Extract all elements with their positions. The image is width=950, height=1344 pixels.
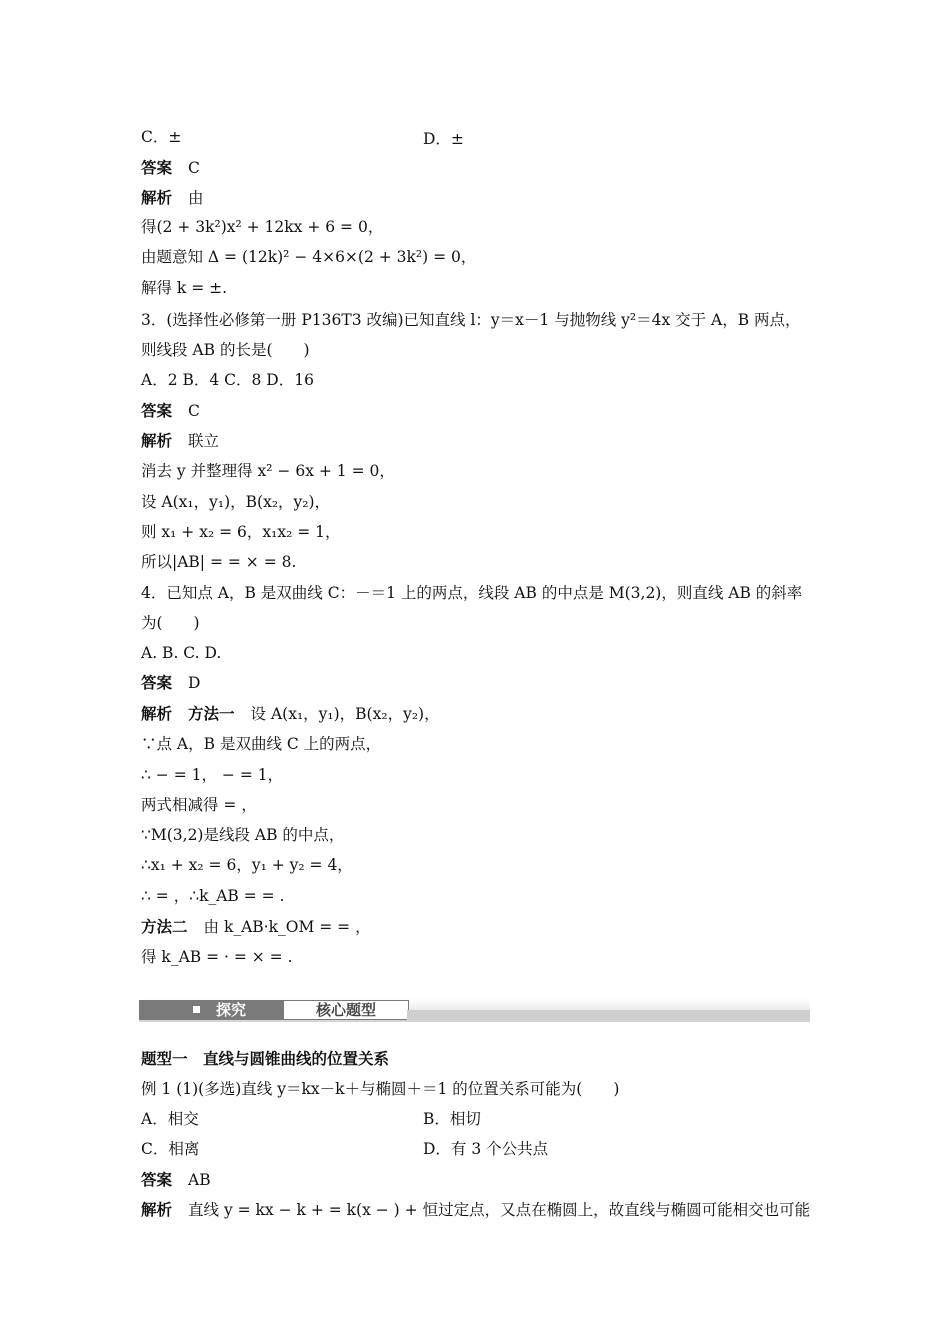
method2-text: 由 k_AB·k_OM = = ， <box>203 918 371 936</box>
q2-answer <box>141 158 200 178</box>
example-1: 例 1 (1)(多选)直线 y＝kx－k＋与椭圆＋＝1 的位置关系可能为( ) <box>141 1080 620 1098</box>
q3-analysis-line: 则 x₁ + x₂ = 6，x₁x₂ = 1， <box>141 523 341 541</box>
q4-method2-line: 得 k_AB = · = × = . <box>141 948 293 966</box>
q4-stem-cont: 为( ) <box>141 614 200 632</box>
q3-options: A．2 B．4 C．8 D．16 <box>141 371 314 389</box>
banner-right: 核心题型 <box>283 1000 409 1020</box>
q4-analysis-line: ∴ − = 1， − = 1， <box>141 766 284 784</box>
q3-answer <box>141 401 200 421</box>
answer-value: C <box>188 159 200 177</box>
analysis-text: 由 <box>188 189 204 207</box>
example-option-c: C．相离 <box>141 1140 200 1158</box>
example-option-b: B．相切 <box>423 1110 481 1128</box>
q4-options: A. B. C. D. <box>141 644 222 662</box>
answer-value: D <box>188 674 201 692</box>
example-answer <box>141 1170 211 1190</box>
q3-analysis <box>141 431 219 451</box>
q3-analysis-line: 所以|AB| = = × = 8. <box>141 553 297 571</box>
example-option-d: D．有 3 个公共点 <box>423 1140 549 1158</box>
q4-analysis-line: ∵M(3,2)是线段 AB 的中点， <box>141 826 345 844</box>
square-bullet-icon <box>193 1006 200 1013</box>
banner-left <box>139 1000 283 1020</box>
example-option-a: A．相交 <box>141 1110 199 1128</box>
q2-analysis <box>141 188 204 208</box>
analysis-label: 解析 <box>141 1201 173 1219</box>
analysis-label: 解析 <box>141 432 173 450</box>
q4-analysis-line: ∴x₁ + x₂ = 6，y₁ + y₂ = 4， <box>141 856 353 874</box>
q4-answer <box>141 673 200 693</box>
topic-title: 题型一 直线与圆锥曲线的位置关系 <box>141 1050 390 1068</box>
answer-label: 答案 <box>141 1171 173 1189</box>
answer-value: C <box>188 402 200 420</box>
answer-label: 答案 <box>141 402 173 420</box>
example-analysis <box>141 1200 810 1220</box>
answer-value: AB <box>188 1171 211 1189</box>
q4-analysis-line: ∵点 A，B 是双曲线 C 上的两点， <box>141 735 382 753</box>
analysis-label: 解析 <box>141 189 173 207</box>
q3-analysis-line: 消去 y 并整理得 x² − 6x + 1 = 0， <box>141 462 395 480</box>
q2-analysis-line: 解得 k = ±. <box>141 279 228 297</box>
analysis-text: 联立 <box>188 432 220 450</box>
analysis-text: 设 A(x₁，y₁)，B(x₂，y₂)， <box>250 705 440 723</box>
q3-analysis-line: 设 A(x₁，y₁)，B(x₂，y₂)， <box>141 493 331 511</box>
q2-option-c: C．± <box>141 128 182 146</box>
q2-analysis-line: 由题意知 Δ = (12k)² − 4×6×(2 + 3k²) = 0， <box>141 248 477 266</box>
answer-label: 答案 <box>141 674 173 692</box>
banner-left-text: 探究 <box>216 1001 247 1019</box>
method1-label: 方法一 <box>188 705 235 723</box>
q3-stem: 3．(选择性必修第一册 P136T3 改编)已知直线 l：y＝x－1 与抛物线 y²＝4x 交于 A，B 两点， <box>141 311 801 329</box>
method2-label: 方法二 <box>141 918 188 936</box>
q4-analysis <box>141 704 440 724</box>
q2-option-d: D．± <box>423 130 464 148</box>
q4-analysis-line: 两式相减得 = ， <box>141 796 257 814</box>
q4-analysis-line: ∴ = ，∴k_AB = = . <box>141 887 285 905</box>
banner-strip <box>407 1010 810 1020</box>
answer-label: 答案 <box>141 159 173 177</box>
analysis-label: 解析 <box>141 705 173 723</box>
q3-stem-cont: 则线段 AB 的长是( ) <box>141 341 310 359</box>
analysis-text: 直线 y = kx − k + = k(x − ) + 恒过定点，又点在椭圆上，故直线与椭圆可能相交也可能 <box>188 1201 811 1219</box>
q2-analysis-line: 得(2 + 3k²)x² + 12kx + 6 = 0， <box>141 218 384 236</box>
q4-stem: 4．已知点 A，B 是双曲线 C：－＝1 上的两点，线段 AB 的中点是 M(3,2)，则直线 AB 的斜率 <box>141 584 803 602</box>
section-banner <box>139 998 810 1022</box>
q4-method2 <box>141 917 371 937</box>
